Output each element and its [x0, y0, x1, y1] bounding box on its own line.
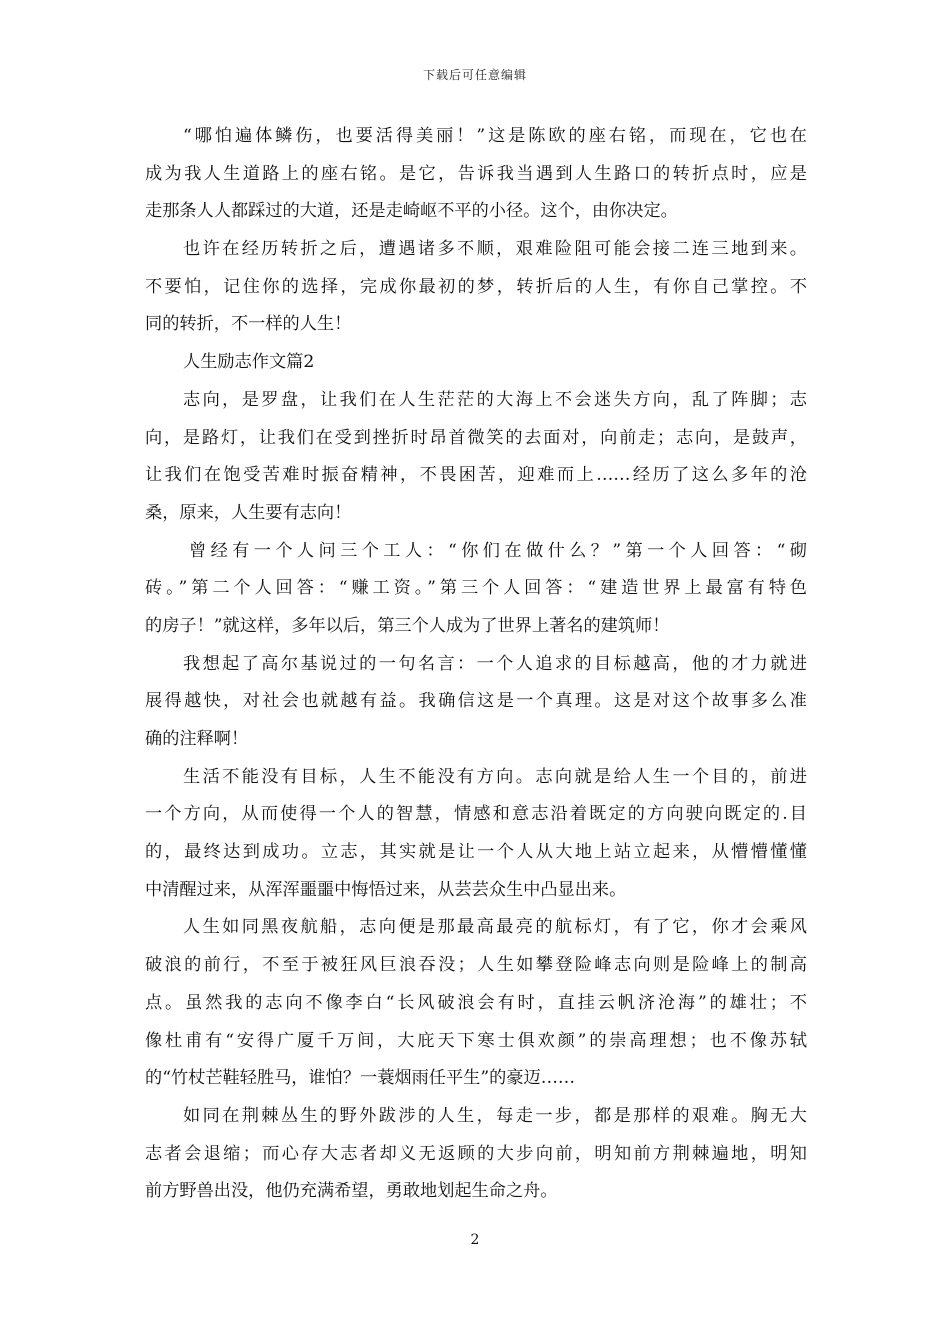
text-line: 破浪的前行，不至于被狂风巨浪吞没；人生如攀登险峰志向则是险峰上的制高 [145, 955, 807, 976]
text-line: 一个方向，从而使得一个人的智慧，情感和意志沿着既定的方向驶向既定的.目 [145, 804, 807, 825]
text-line: 人生如同黑夜航船，志向便是那最高最亮的航标灯，有了它，你才会乘风 [183, 917, 807, 938]
text-line: 不要怕，记住你的选择，完成你最初的梦，转折后的人生，有你自己掌控。不 [145, 276, 807, 297]
text-line: 像杜甫有“安得广厦千万间，大庇天下寒士俱欢颜”的崇高理想；也不像苏轼 [145, 1030, 807, 1051]
text-line: 走那条人人都踩过的大道，还是走崎岖不平的小径。这个，由你决定。 [145, 201, 678, 222]
text-line: 成为我人生道路上的座右铭。是它，告诉我当遇到人生路口的转折点时，应是 [145, 163, 807, 184]
text-line: 我想起了高尔基说过的一句名言：一个人追求的目标越高，他的才力就进 [183, 653, 807, 674]
text-line: “哪怕遍体鳞伤，也要活得美丽！”这是陈欧的座右铭，而现在，它也在 [183, 126, 807, 146]
text-line: 中清醒过来，从浑浑噩噩中悔悟过来，从芸芸众生中凸显出来。 [145, 879, 627, 900]
page-number: 2 [470, 1232, 480, 1248]
text-line: 的，最终达到成功。立志，其实就是让一个人从大地上站立起来，从懵懵懂懂 [145, 842, 807, 863]
text-line: 也许在经历转折之后，遭遇诸多不顺，艰难险阻可能会接二连三地到来。 [183, 239, 807, 260]
text-line: 的房子！”就这样，多年以后，第三个人成为了世界上著名的建筑师！ [145, 615, 670, 636]
text-line: 点。虽然我的志向不像李白“长风破浪会有时，直挂云帆济沧海”的雄壮；不 [145, 992, 807, 1013]
text-line: 前方野兽出没，他仍充满希望，勇敢地划起生命之舟。 [145, 1181, 558, 1202]
document-body [145, 118, 807, 1211]
page-header-note: 下载后可任意编辑 [422, 68, 527, 82]
text-line: 志向，是罗盘，让我们在人生茫茫的大海上不会迷失方向，乱了阵脚；志 [183, 389, 807, 410]
text-line: 生活不能没有目标，人生不能没有方向。志向就是给人生一个目的，前进 [183, 766, 807, 787]
text-line: 展得越快，对社会也就越有益。我确信这是一个真理。这是对这个故事多么准 [145, 691, 807, 712]
text-line: 曾经有一个人问三个工人：“你们在做什么？”第一个人回答：“砌 [189, 540, 807, 561]
section-heading: 人生励志作文篇2 [183, 352, 315, 373]
text-line: 让我们在饱受苦难时振奋精神，不畏困苦，迎难而上……经历了这么多年的沧 [145, 465, 807, 486]
text-line: 砖。”第二个人回答：“赚工资。”第三个人回答：“建造世界上最富有特色 [145, 578, 807, 599]
text-line: 桑，原来，人生要有志向！ [145, 502, 352, 523]
text-line: 同的转折，不一样的人生！ [145, 314, 352, 335]
text-line: 志者会退缩；而心存大志者却义无返顾的大步向前，明知前方荆棘遍地，明知 [145, 1143, 807, 1164]
text-line: 确的注释啊！ [145, 729, 249, 749]
text-line: 向，是路灯，让我们在受到挫折时昂首微笑的去面对，向前走；志向，是鼓声， [145, 427, 807, 448]
text-line: 如同在荆棘丛生的野外跋涉的人生，每走一步，都是那样的艰难。胸无大 [183, 1105, 807, 1126]
text-line: 的“竹杖芒鞋轻胜马，谁怕？一蓑烟雨任平生”的豪迈…… [145, 1068, 576, 1089]
